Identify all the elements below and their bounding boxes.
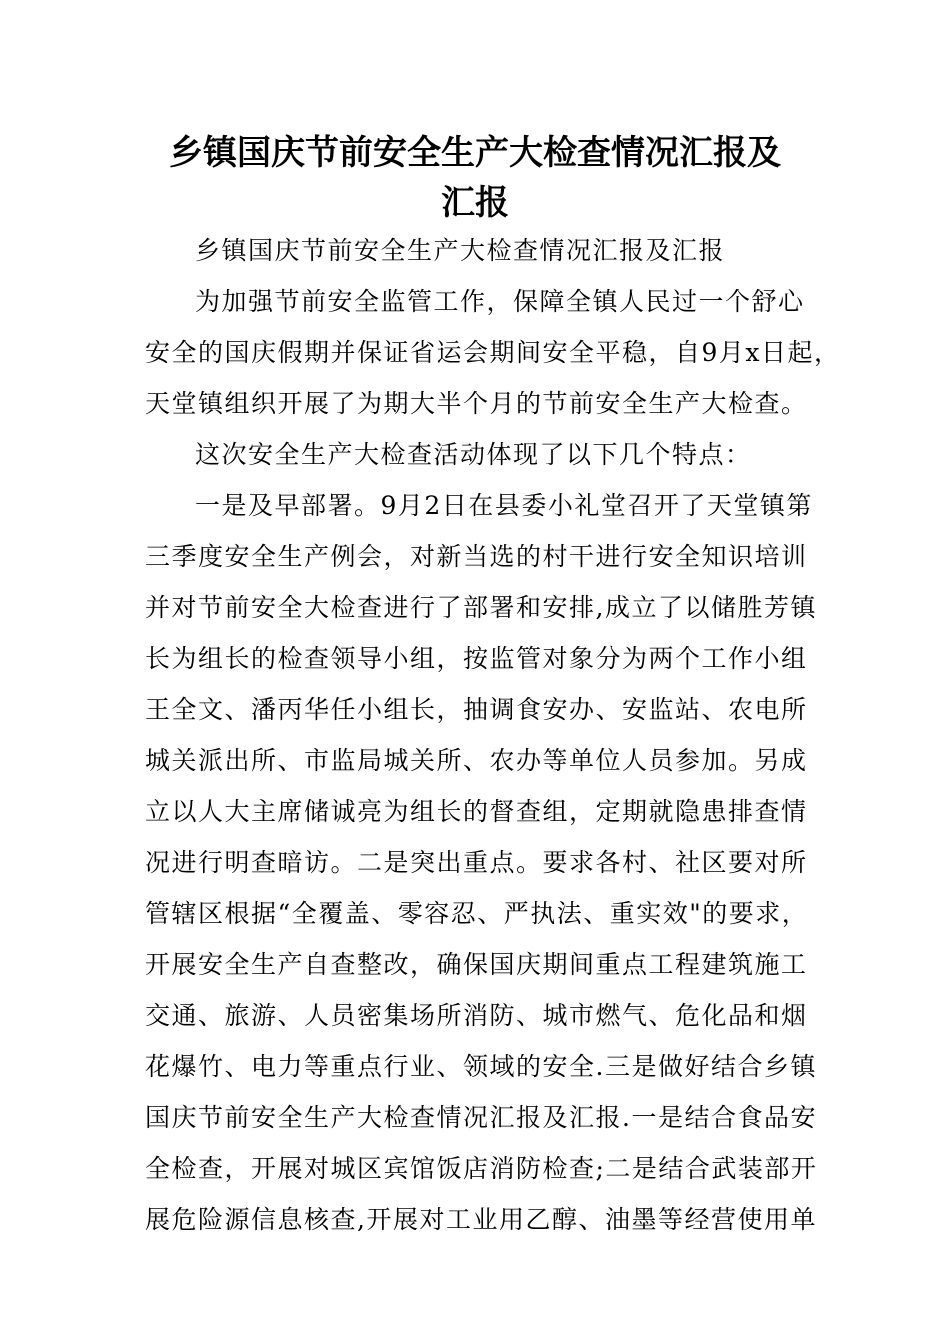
paragraph-line: 管辖区根据“全覆盖、零容忍、严执法、重实效"的要求， — [145, 899, 809, 928]
paragraph-line: 城关派出所、市监局城关所、农办等单位人员参加。另成 — [145, 746, 808, 775]
paragraph-line: 展危险源信息核查,开展对工业用乙醇、油墨等经营使用单 — [145, 1205, 817, 1234]
paragraph-line: 国庆节前安全生产大检查情况汇报及汇报.一是结合食品安 — [145, 1103, 817, 1132]
paragraph-line: 况进行明查暗访。二是突出重点。要求各村、社区要对所 — [145, 848, 808, 877]
paragraph-line: 并对节前安全大检查进行了部署和安排,成立了以储胜芳镇 — [145, 593, 817, 622]
paragraph-line: 立以人大主席储诚亮为组长的督查组，定期就隐患排查情 — [145, 797, 808, 826]
document-title — [120, 128, 830, 228]
document-body — [145, 225, 841, 1245]
paragraph-line: 天堂镇组织开展了为期大半个月的节前安全生产大检查。 — [145, 389, 808, 418]
paragraph-line: 王全文、潘丙华任小组长，抽调食安办、安监站、农电所 — [145, 695, 808, 724]
paragraph-line: 安全的国庆假期并保证省运会期间安全平稳，自9月x日起， — [145, 338, 841, 367]
title-line-1: 乡镇国庆节前安全生产大检查情况汇报及 — [169, 133, 781, 173]
title-line-2: 汇报 — [441, 183, 509, 223]
paragraph-line: 长为组长的检查领导小组，按监管对象分为两个工作小组 — [145, 644, 808, 673]
paragraph-line: 全检查，开展对城区宾馆饭店消防检查;二是结合武装部开 — [145, 1154, 818, 1183]
paragraph-line: 开展安全生产自查整改，确保国庆期间重点工程建筑施工 — [145, 950, 808, 979]
paragraph-line: 一是及早部署。9月2日在县委小礼堂召开了天堂镇第 — [195, 491, 813, 520]
paragraph-line: 为加强节前安全监管工作，保障全镇人民过一个舒心 — [195, 287, 805, 316]
paragraph-line: 花爆竹、电力等重点行业、领域的安全.三是做好结合乡镇 — [145, 1052, 817, 1081]
paragraph-line: 三季度安全生产例会，对新当选的村干进行安全知识培训 — [145, 542, 808, 571]
paragraph-line: 交通、旅游、人员密集场所消防、城市燃气、危化品和烟 — [145, 1001, 808, 1030]
paragraph-line: 这次安全生产大检查活动体现了以下几个特点： — [195, 440, 752, 469]
subtitle-line: 乡镇国庆节前安全生产大检查情况汇报及汇报 — [195, 236, 726, 265]
